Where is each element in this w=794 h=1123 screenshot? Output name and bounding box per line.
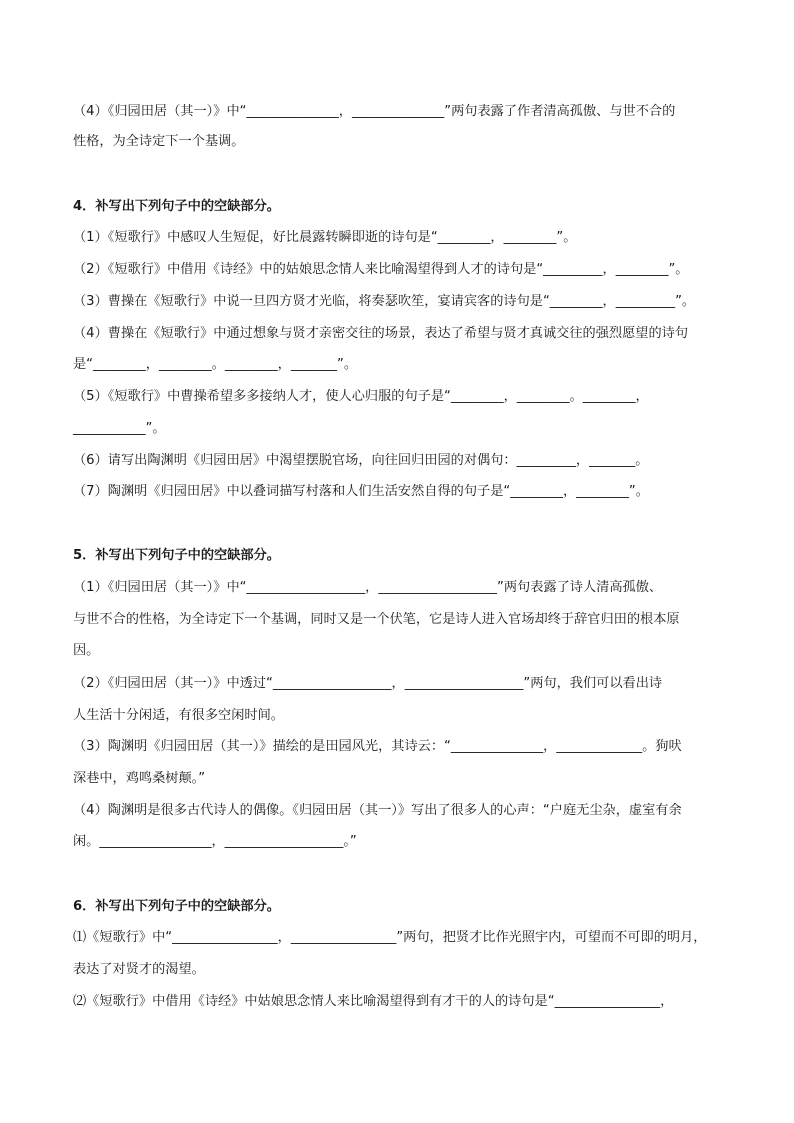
q5-item1-line3: 因。	[73, 643, 100, 658]
q4-item5-line1: （5）《短歌行》中曹操希望多多接纳人才，使人心归服的句子是“________，________。________，	[73, 389, 649, 404]
q6-heading: 6．补写出下列句子中的空缺部分。	[73, 899, 280, 914]
q5-item1-line2: 与世不合的性格，为全诗定下一个基调，同时又是一个伏笔，它是诗人进入官场却终于辞官归田的根本原	[73, 612, 680, 627]
q5-item4-line1: （4）陶渊明是很多古代诗人的偶像。《归园田居（其一）》写出了很多人的心声：“户庭无尘杂，虚室有余	[73, 803, 682, 818]
q3-item4-line2: 性格，为全诗定下一个基调。	[73, 134, 245, 149]
q5-item3-line2: 深巷中，鸡鸣桑树颠。”	[73, 771, 206, 786]
q3-item4-line1: （4）《归园田居（其一）》中“______________，______________”两句表露了作者清高孤傲、与世不合的	[73, 104, 676, 119]
q5-item2-line2: 人生活十分闲适，有很多空闲时间。	[73, 708, 284, 723]
q5-heading: 5．补写出下列句子中的空缺部分。	[73, 548, 280, 563]
q5-item2-line1: （2）《归园田居（其一）》中透过“__________________，__________________”两句，我们可以看出诗	[73, 676, 663, 691]
q4-heading: 4．补写出下列句子中的空缺部分。	[73, 199, 280, 214]
q4-item7: （7）陶渊明《归园田居》中以叠词描写村落和人们生活安然自得的句子是“________，________”。	[73, 484, 649, 499]
q5-item4-line2: 闲。_________________，__________________。”	[73, 834, 357, 849]
q4-item5-line2: ___________”。	[73, 421, 166, 436]
q6-item1-line2: 表达了对贤才的渴望。	[73, 962, 205, 977]
q6-item2-line1: ⑵《短歌行》中借用《诗经》中姑娘思念情人来比喻渴望得到有才干的人的诗句是“________________，	[73, 994, 674, 1009]
q4-item4-line1: （4）曹操在《短歌行》中通过想象与贤才亲密交往的场景，表达了希望与贤才真诚交往的强烈愿望的诗句	[73, 326, 689, 341]
q4-item2: （2）《短歌行》中借用《诗经》中的姑娘思念情人来比喻渴望得到人才的诗句是“_________，________”。	[73, 262, 689, 277]
q4-item4-line2: 是“________，________。________，_______”。	[73, 357, 358, 372]
q4-item3: （3）曹操在《短歌行》中说一旦四方贤才光临，将奏瑟吹笙，宴请宾客的诗句是“________，_________”。	[73, 294, 696, 309]
q4-item1: （1）《短歌行》中感叹人生短促，好比晨露转瞬即逝的诗句是“________，________”。	[73, 230, 577, 245]
q6-item1-line1: ⑴《短歌行》中“________________，________________”两句，把贤才比作光照宇内，可望而不可即的明月，	[73, 930, 707, 945]
q5-item1-line1: （1）《归园田居（其一）》中“__________________，__________________”两句表露了诗人清高孤傲、	[73, 580, 663, 595]
q5-item3-line1: （3）陶渊明《归园田居（其一）》描绘的是田园风光，其诗云：“______________，_____________。狗吠	[73, 739, 682, 754]
q4-item6: （6）请写出陶渊明《归园田居》中渴望摆脱官场，向往回归田园的对偶句：_________，_______。	[73, 453, 649, 468]
